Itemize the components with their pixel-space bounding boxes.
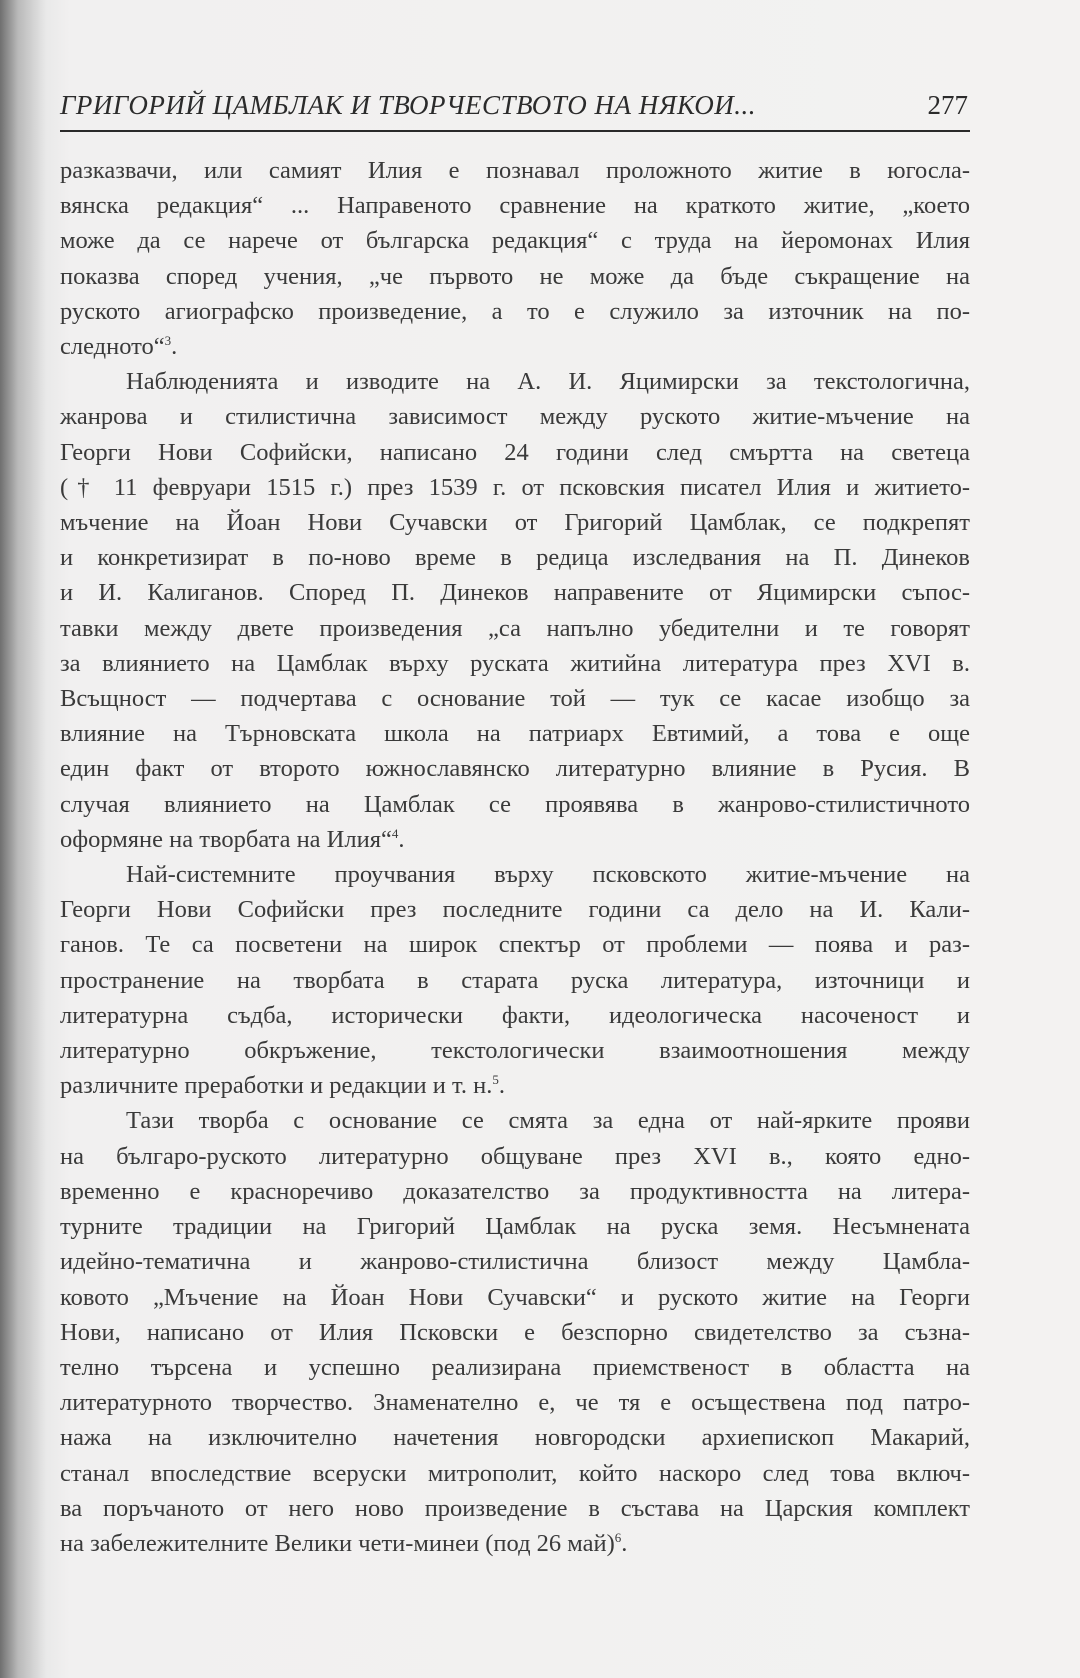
- punctuation: .: [171, 333, 178, 361]
- text-line: жанрова и стилистична зависимост между руското житие-мъчение на: [60, 403, 970, 431]
- text-line: Георги Нови Софийски през последните години са дело на И. Кали-: [60, 896, 970, 924]
- text-line: за влиянието на Цамблак върху руската житийна литература през XVI в.: [60, 649, 970, 677]
- body-text: [60, 153, 970, 1561]
- text-line: ковото „Мъчение на Йоан Нови Сучавски“ и руското житие на Георги: [60, 1283, 970, 1311]
- running-header: [60, 86, 970, 132]
- text-line: Най-системните проучвания върху псковското житие-мъчение на: [126, 861, 970, 889]
- text-line: телно търсена и успешно реализирана приемственост в областта на: [60, 1353, 970, 1381]
- text-line: ганов. Те са посветени на широк спектър от проблеми — поява и раз-: [60, 931, 970, 959]
- text-line: пространение на творбата в старата руска литература, източници и: [60, 966, 970, 994]
- text-line: и конкретизират в по-ново време в редица изследвания на П. Динеков: [60, 544, 970, 572]
- paragraph: [60, 153, 970, 364]
- paragraph: [60, 857, 970, 1103]
- punctuation: .: [398, 825, 405, 853]
- text-line: мъчение на Йоан Нови Сучавски от Григорий Цамблак, се подкрепят: [60, 509, 970, 537]
- text-line: и И. Калиганов. Според П. Динеков направените от Яцимирски съпос-: [60, 579, 970, 607]
- line-text: оформяне на творбата на Илия“: [60, 825, 392, 853]
- text-line: Тази творба с основание се смята за една от най-ярките прояви: [126, 1107, 970, 1135]
- footnote-ref: 3: [164, 333, 172, 349]
- text-line: Всъщност — подчертава с основание той — тук се касае изобщо за: [60, 685, 970, 713]
- page-number: 277: [927, 90, 968, 120]
- text-line: [60, 329, 970, 364]
- text-line: влияние на Търновската школа на патриарх Евтимий, а това е още: [60, 720, 970, 748]
- text-line: идейно-тематична и жанрово-стилистична близост между Цамбла-: [60, 1248, 970, 1276]
- text-line: тавки между двете произведения „са напълно убедителни и те говорят: [60, 614, 970, 642]
- text-line: турните традиции на Григорий Цамблак на руска земя. Несъмнената: [60, 1213, 970, 1241]
- text-line: случая влиянието на Цамблак се проявява в жанрово-стилистичното: [60, 790, 970, 818]
- text-line: литературна съдба, исторически факти, идеологическа насоченост и: [60, 1001, 970, 1029]
- text-line: Наблюденията и изводите на А. И. Яцимирски за текстологична,: [126, 368, 970, 396]
- text-line: вянска редакция“ ... Направеното сравнение на краткото житие, „което: [60, 192, 970, 220]
- text-line: Нови, написано от Илия Псковски е безспорно свидетелство за съзна-: [60, 1318, 970, 1346]
- text-line: разказвачи, или самият Илия е познавал проложното житие в югосла-: [60, 157, 970, 184]
- text-line: нажа на изключително начетения новгородски архиепископ Макарий,: [60, 1424, 970, 1452]
- line-text: следното“: [60, 333, 165, 361]
- text-line: един факт от второто южнославянско литературно влияние в Русия. В: [60, 755, 970, 783]
- text-line: Георги Нови Софийски, написано 24 години след смъртта на светеца: [60, 438, 970, 466]
- text-line: временно е красноречиво доказателство за продуктивността на литера-: [60, 1177, 970, 1205]
- text-line: показва според учения, „че първото не може да бъде съкращение на: [60, 262, 970, 290]
- text-line: литературно обкръжение, текстологически взаимоотношения между: [60, 1037, 970, 1065]
- text-line: може да се нарече от българска редакция“ с труда на йеромонах Илия: [60, 227, 970, 255]
- footnote-ref: 5: [492, 1072, 499, 1088]
- line-text: на забележителните Велики чети-минеи (под 26 май): [60, 1529, 615, 1557]
- running-title: ГРИГОРИЙ ЦАМБЛАК И ТВОРЧЕСТВОТО НА НЯКОИ...: [60, 90, 756, 120]
- text-line: († 11 февруари 1515 г.) през 1539 г. от псковския писател Илия и житието-: [60, 473, 970, 501]
- paragraph: [60, 1103, 970, 1561]
- text-line: [60, 822, 970, 857]
- text-line: на българо-руското литературно общуване през XVI в., която едно-: [60, 1142, 970, 1170]
- paragraph: [60, 364, 970, 857]
- footnote-ref: 4: [391, 825, 399, 841]
- text-line: станал впоследствие всеруски митрополит, който наскоро след това включ-: [60, 1459, 970, 1487]
- punctuation: .: [498, 1072, 505, 1100]
- text-line: руското агиографско произведение, а то е служило за източник на по-: [60, 297, 970, 325]
- text-line: ва поръчаното от него ново произведение в състава на Царския комплект: [60, 1494, 970, 1522]
- text-line: [60, 1526, 970, 1561]
- footnote-ref: 6: [614, 1529, 622, 1545]
- punctuation: .: [621, 1529, 628, 1557]
- text-line: литературното творчество. Знаменателно е, че тя е осъществена под патро-: [60, 1389, 970, 1417]
- text-line: [60, 1068, 970, 1103]
- line-text: различните преработки и редакции и т. н.: [60, 1072, 493, 1100]
